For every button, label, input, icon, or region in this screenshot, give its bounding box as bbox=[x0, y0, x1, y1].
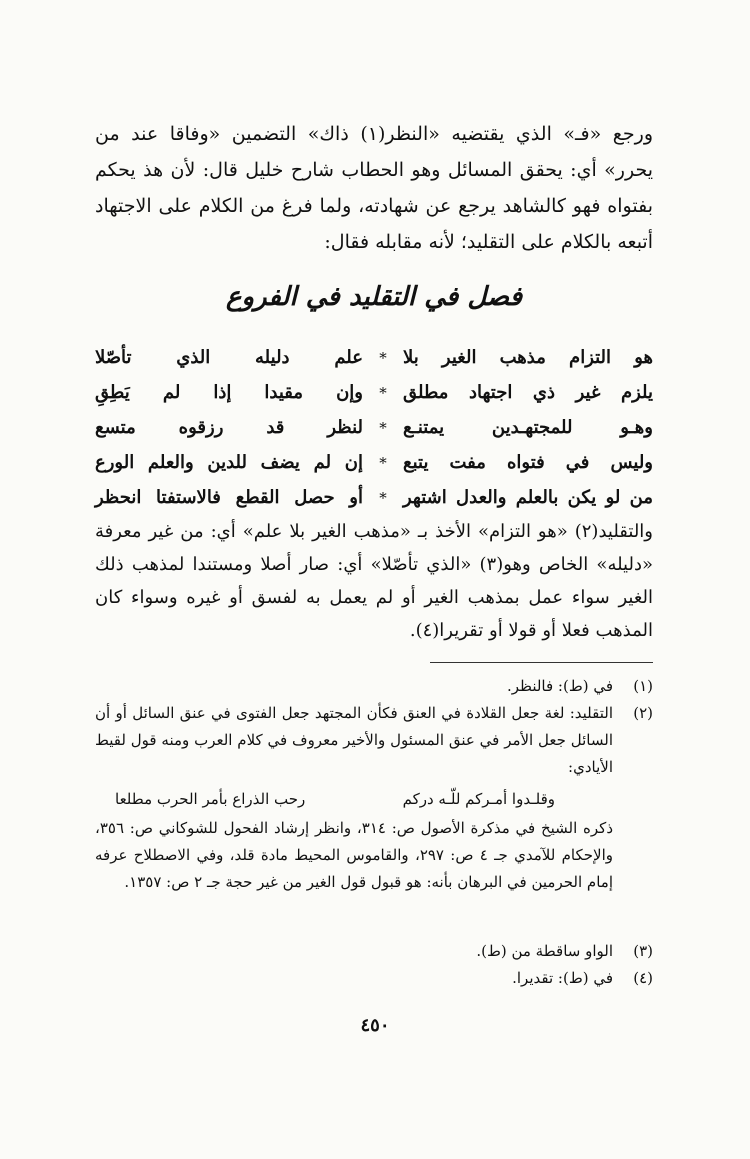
footnote-verse-first: وقلـدوا أمـركم للّـه دركم bbox=[402, 790, 555, 808]
section-heading: فصل في التقليد في الفروع bbox=[225, 282, 523, 312]
verse-second-hemistich: أو حصل القطع فالاستفتا انحظر bbox=[95, 487, 363, 508]
verse-first-hemistich: من لو يكن بالعلم والعدل اشتهر bbox=[403, 487, 653, 508]
footnote-number: (٤) bbox=[633, 969, 653, 987]
footnote-1 bbox=[95, 673, 653, 700]
verse-first-hemistich: وهـو للمجتهـدين يمتنـع bbox=[403, 417, 653, 438]
poem-verses bbox=[95, 340, 653, 515]
footnote-verse bbox=[115, 790, 555, 808]
footnote-text: التقليد: لغة جعل القلادة في العنق فكأن المجتهد جعل الفتوى في عنق السائل أو أن السائل جعل الأمر في عنق المسئول والأخير معروف في كلام العرب ومنه قول لقيط الأيادي: bbox=[95, 704, 613, 776]
footnote-text: الواو ساقطة من (ط). bbox=[476, 942, 613, 960]
verse-line bbox=[95, 340, 653, 375]
footnote-number: (١) bbox=[633, 677, 653, 695]
verse-line bbox=[95, 445, 653, 480]
footnote-4 bbox=[95, 965, 653, 992]
verse-second-hemistich: إن لم يضف للدين والعلم الورع bbox=[95, 452, 363, 473]
intro-paragraph bbox=[95, 116, 653, 260]
footnote-verse-second: رحب الذراع بأمر الحرب مطلعا bbox=[115, 790, 306, 808]
footnote-number: (٣) bbox=[633, 942, 653, 960]
verse-first-hemistich: هو التزام مذهب الغير بلا bbox=[403, 347, 653, 368]
verse-second-hemistich: علم دليله الذي تأصّلا bbox=[95, 347, 363, 368]
commentary-text: والتقليد(٢) «هو التزام» الأخذ بـ «مذهب الغير بلا علم» أي: من غير معرفة «دليله» الخاص وهو(٣) «الذي تأصّلا» أي: صار أصلا ومستندا لمذهب ذلك الغير سواء عمل بمذهب الغير أو لم يعمل به لفسق أو غيره وسواء كان المذهب فعلا أو قولا أو تقريرا(٤). bbox=[95, 521, 653, 641]
verse-separator: * bbox=[379, 453, 387, 472]
verse-separator: * bbox=[379, 348, 387, 367]
footnote-divider bbox=[430, 662, 653, 663]
verse-separator: * bbox=[379, 488, 387, 507]
footnote-2-continuation: ذكره الشيخ في مذكرة الأصول ص: ٣١٤، وانظر إرشاد الفحول للشوكاني ص: ٣٥٦، والإحكام للآمدي جـ ٤ ص: ٢٩٧، والقاموس المحيط مادة قلد، وفي الاصطلاح عرفه إمام الحرمين في البرهان بأنه: هو قبول قول الغير من غير حجة جـ ٢ ص: ١٣٥٧. bbox=[95, 819, 614, 891]
verse-line bbox=[95, 375, 653, 410]
verse-line bbox=[95, 410, 653, 445]
verse-line bbox=[95, 480, 653, 515]
intro-text: ورجع «فـ» الذي يقتضيه «النظر(١) ذاك» التضمين «وفاقا عند من يحرر» أي: يحقق المسائل وهو الحطاب شارح خليل قال: لأن هذ يحكم بفتواه فهو كالشاهد يرجع عن شهادته، ولما فرغ من الكلام على الاجتهاد أتبعه بالكلام على التقليد؛ لأنه مقابله فقال: bbox=[95, 123, 653, 253]
verse-separator: * bbox=[379, 418, 387, 437]
verse-first-hemistich: يلزم غير ذي اجتهاد مطلق bbox=[403, 382, 653, 403]
verse-first-hemistich: وليس في فتواه مفت يتبع bbox=[403, 452, 653, 473]
footnote-2 bbox=[95, 700, 653, 781]
footnote-number: (٢) bbox=[633, 704, 653, 722]
footnote-3 bbox=[95, 938, 653, 965]
page-number: ٤٥٠ bbox=[360, 1015, 390, 1036]
verse-separator: * bbox=[379, 383, 387, 402]
footnote-text: في (ط): فالنظر. bbox=[506, 677, 613, 695]
verse-second-hemistich: وإن مقيدا إذا لم يَطِقِ bbox=[95, 382, 363, 403]
footnote-text: في (ط): تقديرا. bbox=[512, 969, 613, 987]
verse-second-hemistich: لنظر قد رزقوه متسع bbox=[95, 417, 363, 438]
commentary-paragraph bbox=[95, 515, 653, 647]
